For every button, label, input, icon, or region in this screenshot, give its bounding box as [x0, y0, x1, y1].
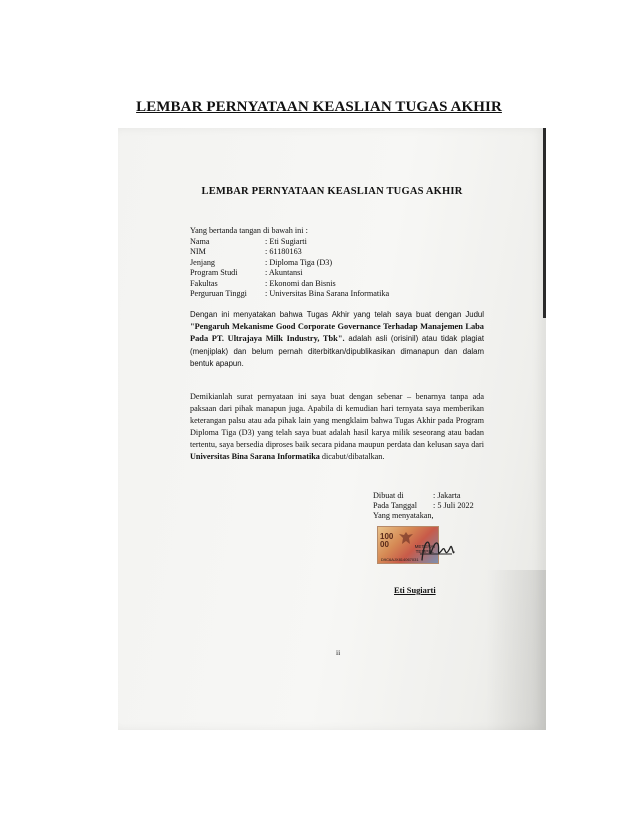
stamp-label: METERAI TEMPEL	[414, 544, 435, 554]
field-value: : Universitas Bina Sarana Informatika	[265, 288, 390, 298]
field-value: : Eti Sugiarti	[265, 237, 307, 246]
field-value: : Ekonomi dan Bisnis	[265, 278, 336, 288]
signature-block	[373, 491, 474, 521]
closing-text: Demikianlah surat pernyataan ini saya buat dengan sebenar – benarnya tanpa ada paksaan dari pihak manapun juga. Apabila di kemudian hari ternyata saya memberikan keterangan palsu atau ada pihak lain yang mengklaim bahwa Tugas Akhir pada Program Diploma Tiga (D3) yang telah saya buat adalah hasil karya milik seseorang atau badan tertentu, saya bersedia diproses baik secara pidana maupun perdata dan kelusan saya dari	[190, 392, 484, 449]
page-title: LEMBAR PERNYATAAN KEASLIAN TUGAS AKHIR	[136, 99, 502, 115]
document-title: LEMBAR PERNYATAAN KEASLIAN TUGAS AKHIR	[201, 186, 463, 197]
handwritten-signature	[416, 530, 456, 570]
field-row	[190, 268, 389, 278]
field-row	[190, 279, 389, 289]
field-label: NIM	[190, 247, 206, 257]
date-label: Pada Tanggal	[373, 501, 418, 510]
field-value: : Diploma Tiga (D3)	[265, 257, 333, 267]
field-value: : Akuntansi	[265, 268, 303, 278]
field-row	[190, 258, 389, 268]
declaration-paragraph	[190, 309, 484, 370]
closing-paragraph	[190, 391, 484, 463]
field-label: Fakultas	[190, 278, 218, 288]
field-label: Perguruan Tinggi	[190, 288, 247, 298]
field-label: Jenjang	[190, 257, 216, 267]
scan-shadow	[486, 570, 546, 730]
page-number: ii	[336, 648, 341, 657]
date-value: : 5 Juli 2022	[433, 501, 474, 510]
place-label: Dibuat di	[373, 491, 404, 500]
stamp-serial: D9C6AJX814067031	[381, 557, 419, 562]
place-value: : Jakarta	[433, 491, 461, 500]
field-row	[190, 247, 389, 257]
field-label: Nama	[190, 237, 210, 246]
institution-name: Universitas Bina Sarana Informatika	[190, 452, 320, 461]
signer-name: Eti Sugiarti	[394, 586, 436, 595]
field-label: Program Studi	[190, 268, 238, 278]
thesis-title: "Pengaruh Mekanisme Good Corporate Governance Terhadap Manajemen Laba Pada PT. Ultrajaya Milk Industry, Tbk".	[190, 322, 484, 344]
field-row	[190, 237, 389, 247]
field-row	[190, 289, 389, 299]
scan-edge	[543, 128, 546, 318]
stamp-value: 10000	[380, 532, 394, 549]
declaration-tail: adalah asli (orisinil) atau tidak plagiat (menjiplak) dan belum pernah diterbitkan/dipublikasikan dimanapun dan dalam bentuk apapun.	[190, 334, 484, 368]
closing-salutation: Yang menyatakan,	[373, 511, 434, 520]
field-value: : 61180163	[265, 247, 302, 257]
scanned-document	[118, 128, 546, 730]
intro-text: Yang bertanda tangan di bawah ini :	[190, 226, 308, 235]
closing-end: dicabut/dibatalkan.	[321, 452, 385, 461]
declaration-lead: Dengan ini menyatakan bahwa Tugas Akhir yang telah saya buat dengan Judul	[190, 310, 484, 319]
identity-fields	[190, 237, 389, 299]
garuda-emblem-icon	[398, 531, 414, 545]
